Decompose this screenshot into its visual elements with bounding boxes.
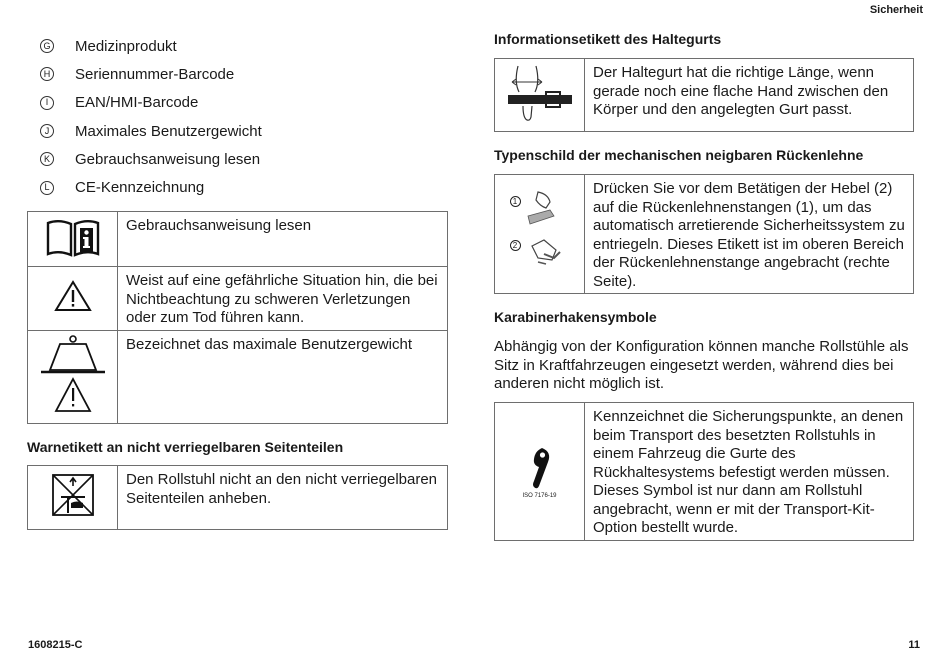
legend-item bbox=[40, 117, 262, 145]
table-cell-text: Kennzeichnet die Sicherungspunkte, an denen beim Transport des besetzten Rollstuhls in einem Fahrzeug die Gurte des Rückhaltesystems befestigt werden müssen. Dieses Symbol ist nur dann am Rollstuhl angebracht, wenn er mit der Transport-Kit-Option bestellt wurde. bbox=[585, 403, 914, 541]
legend-letter: L bbox=[40, 181, 54, 195]
table-cell-text: Der Haltegurt hat die richtige Länge, wenn gerade noch eine flache Hand zwischen den Körper und den angelegten Gurt passt. bbox=[585, 59, 914, 132]
legend-item bbox=[40, 89, 262, 117]
step-1-badge: 1 bbox=[510, 196, 521, 207]
carabiner-heading: Karabinerhakensymbole bbox=[494, 309, 657, 325]
legend-text: CE-Kennzeichnung bbox=[75, 179, 205, 197]
backrest-lever-icon bbox=[495, 175, 585, 294]
table-row bbox=[495, 175, 914, 294]
legend-letter: I bbox=[40, 96, 54, 110]
table-cell-text: Bezeichnet das maximale Benutzergewicht bbox=[118, 331, 448, 424]
page-number: 11 bbox=[908, 639, 920, 651]
table-row bbox=[28, 212, 448, 267]
doc-number: 1608215-C bbox=[28, 639, 83, 651]
side-panel-heading: Warnetikett an nicht verriegelbaren Seitenteilen bbox=[27, 439, 344, 455]
table-cell-text: Drücken Sie vor dem Betätigen der Hebel (2) auf die Rückenlehnenstangen (1), um das automatisch arretierende Sicherheitssystem zu entriegeln. Dieses Etikett ist im oberen Bereich der Rückenlehnenstange angebracht (rechte Seite). bbox=[585, 175, 914, 294]
symbols-table bbox=[27, 211, 448, 424]
legend-item bbox=[40, 145, 262, 173]
table-cell-text: Den Rollstuhl nicht an den nicht verriegelbaren Seitenteilen anheben. bbox=[118, 466, 448, 530]
carabiner-table bbox=[494, 402, 914, 541]
side-panel-table bbox=[27, 465, 448, 530]
legend-item bbox=[40, 32, 262, 60]
backrest-heading: Typenschild der mechanischen neigbaren Rückenlehne bbox=[494, 147, 864, 163]
legend-letter: G bbox=[40, 39, 54, 53]
iso-label: ISO 7176-19 bbox=[522, 492, 557, 499]
table-cell-text: Gebrauchsanweisung lesen bbox=[118, 212, 448, 267]
legend-letter: K bbox=[40, 152, 54, 166]
carabiner-hook-icon bbox=[495, 403, 585, 541]
legend-item bbox=[40, 173, 262, 201]
max-weight-icon bbox=[28, 331, 118, 424]
table-row bbox=[495, 403, 914, 541]
legend-text: Gebrauchsanweisung lesen bbox=[75, 150, 261, 168]
belt-heading: Informationsetikett des Haltegurts bbox=[494, 31, 722, 47]
table-row bbox=[28, 267, 448, 331]
legend-letter: J bbox=[40, 124, 54, 138]
backrest-table bbox=[494, 174, 914, 294]
section-header: Sicherheit bbox=[869, 4, 923, 16]
step-2-badge: 2 bbox=[510, 240, 521, 251]
manual-book-icon bbox=[28, 212, 118, 267]
no-lift-side-panel-icon bbox=[28, 466, 118, 530]
legend-list bbox=[40, 32, 262, 202]
belt-fit-icon bbox=[495, 59, 585, 132]
legend-text: Seriennummer-Barcode bbox=[75, 65, 235, 83]
table-cell-text: Weist auf eine gefährliche Situation hin, die bei Nichtbeachtung zu schweren Verletzungen oder zum Tod führen kann. bbox=[118, 267, 448, 331]
belt-table bbox=[494, 58, 914, 132]
table-row bbox=[28, 466, 448, 530]
legend-text: Maximales Benutzergewicht bbox=[75, 122, 262, 140]
table-row bbox=[28, 331, 448, 424]
legend-text: Medizinprodukt bbox=[75, 37, 177, 55]
legend-item bbox=[40, 60, 262, 88]
legend-letter: H bbox=[40, 67, 54, 81]
legend-text: EAN/HMI-Barcode bbox=[75, 94, 199, 112]
warning-triangle-icon bbox=[28, 267, 118, 331]
table-row bbox=[495, 59, 914, 132]
carabiner-intro: Abhängig von der Konfiguration können manche Rollstühle als Sitz in Kraftfahrzeugen eingesetzt werden, während dies bei anderen nicht möglich ist. bbox=[494, 338, 909, 392]
